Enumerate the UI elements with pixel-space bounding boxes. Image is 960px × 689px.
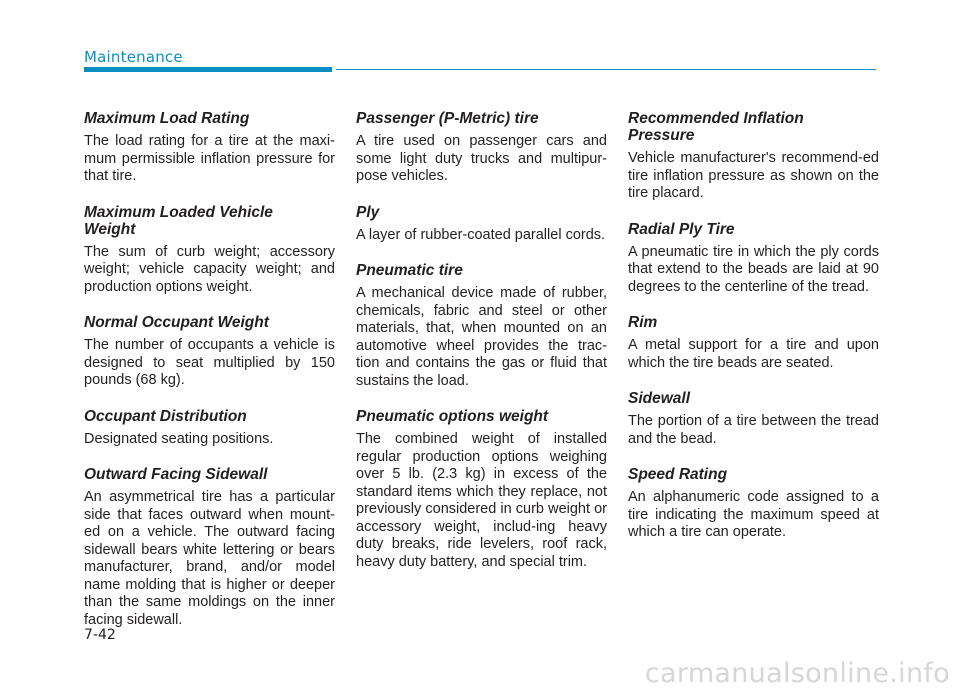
glossary-term: Ply bbox=[356, 203, 380, 221]
glossary-definition: A metal support for a tire and upon which the tire beads are seated. bbox=[628, 337, 879, 371]
section-title: Maintenance bbox=[84, 48, 183, 66]
glossary-term: Speed Rating bbox=[628, 466, 728, 483]
glossary-entry bbox=[628, 466, 879, 542]
glossary-entry bbox=[84, 314, 335, 390]
glossary-entry bbox=[628, 314, 879, 372]
glossary-definition: The portion of a tire between the tread and the bead. bbox=[628, 413, 879, 447]
glossary-entry bbox=[84, 110, 335, 186]
glossary-entry bbox=[84, 204, 335, 297]
glossary-term: Radial Ply Tire bbox=[628, 220, 735, 238]
glossary-term: Recommended Inflation Pressure bbox=[628, 110, 804, 144]
glossary-entry bbox=[356, 110, 607, 186]
glossary-entry bbox=[628, 110, 879, 203]
glossary-definition: Vehicle manufacturer's recommend-ed tire inflation pressure as shown on the tire placard. bbox=[628, 150, 879, 201]
glossary-term: Pneumatic tire bbox=[356, 262, 463, 279]
glossary-entry bbox=[628, 390, 879, 448]
glossary-entry bbox=[84, 466, 335, 629]
glossary-definition: An asymmetrical tire has a particular side that faces outward when mount-ed on a vehicle. The outward facing sidewall bears white lettering or bears manufacturer, brand, and/or model name molding that is higher or deeper than the same moldings on the inner facing sidewall. bbox=[84, 489, 335, 628]
glossary-term: Sidewall bbox=[628, 390, 691, 407]
glossary-definition: A mechanical device made of rubber, chemicals, fabric and steel or other materials, that, when mounted on an automotive wheel provides the trac-tion and contains the gas or fluid that sustains the load. bbox=[356, 285, 607, 389]
glossary-term: Passenger (P-Metric) tire bbox=[356, 110, 539, 127]
glossary-column-1 bbox=[84, 110, 335, 647]
glossary-definition: The sum of curb weight; accessory weight; vehicle capacity weight; and production options weight. bbox=[84, 243, 335, 295]
glossary-definition: A pneumatic tire in which the ply cords that extend to the beads are laid at 90 degrees to the centerline of the tread. bbox=[628, 243, 879, 295]
glossary-term: Maximum Loaded Vehicle Weight bbox=[84, 203, 273, 238]
glossary-definition: The load rating for a tire at the maxi-mum permissible inflation pressure for that tire. bbox=[84, 133, 335, 184]
glossary-entry bbox=[628, 221, 879, 297]
glossary-definition: A tire used on passenger cars and some light duty trucks and multipur-pose vehicles. bbox=[356, 133, 607, 184]
glossary-definition: Designated seating positions. bbox=[84, 430, 274, 447]
glossary-column-2 bbox=[356, 110, 607, 589]
glossary-term: Maximum Load Rating bbox=[84, 110, 250, 127]
glossary-term: Pneumatic options weight bbox=[356, 408, 549, 425]
glossary-definition: A layer of rubber-coated parallel cords. bbox=[356, 226, 606, 243]
glossary-definition: An alphanumeric code assigned to a tire indicating the maximum speed at which a tire can operate. bbox=[628, 489, 879, 540]
glossary-entry bbox=[356, 408, 607, 571]
glossary-term: Occupant Distribution bbox=[84, 407, 247, 425]
header-rule-thick bbox=[84, 67, 332, 72]
page-number: 7-42 bbox=[84, 627, 116, 643]
header-rule-thin bbox=[336, 69, 876, 70]
glossary-definition: The combined weight of installed regular production options weighing over 5 lb. (2.3 kg) in excess of the standard items which they replace, not previously considered in curb weight or accessory weight, includ-ing heavy duty breaks, ride levelers, roof rack, heavy duty battery, and special trim. bbox=[356, 431, 607, 570]
glossary-term: Outward Facing Sidewall bbox=[84, 466, 268, 483]
watermark: carmanualsonline.info bbox=[644, 658, 950, 689]
glossary-entry bbox=[356, 262, 607, 390]
glossary-entry bbox=[84, 408, 335, 449]
glossary-column-3 bbox=[628, 110, 879, 560]
glossary-term: Normal Occupant Weight bbox=[84, 314, 269, 331]
glossary-definition: The number of occupants a vehicle is designed to seat multiplied by 150 pounds (68 kg). bbox=[84, 337, 335, 388]
glossary-term: Rim bbox=[628, 314, 658, 331]
glossary-entry bbox=[356, 204, 607, 245]
